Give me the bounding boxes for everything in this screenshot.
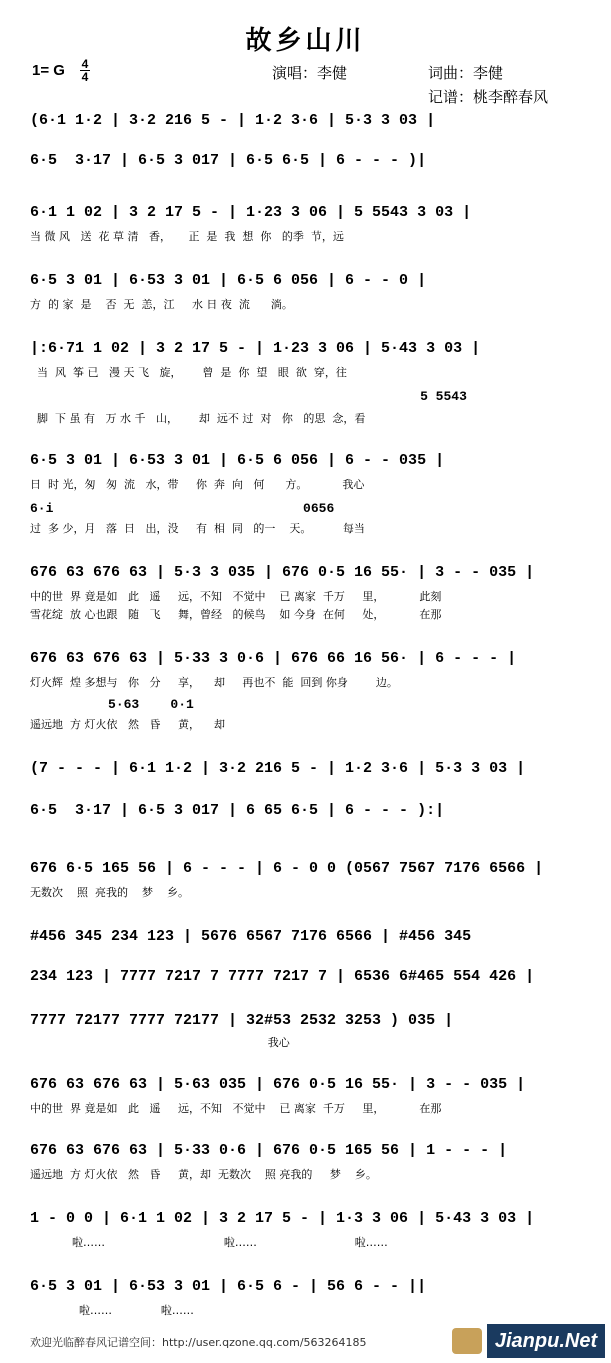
watermark-logo-icon (452, 1328, 482, 1354)
lyric-line: 当 风 筝 已 漫 天 飞 旋， 曾 是 你 望 眼 欲 穿，往 (30, 366, 347, 379)
notation-line: |:6·71 1 02 | 3 2 17 5 - | 1·23 3 06 | 5·43 3 03 | (30, 340, 481, 357)
notation-line: 6·5 3·17 | 6·5 3 017 | 6·5 6·5 | 6 - - - )| (30, 152, 427, 169)
alt-notation-line: 5·63 0·1 (30, 697, 194, 712)
lyric-line: 中的世 界 竟是如 此 遥 远，不知 不觉中 已 离家 千万 里， 此刻 (30, 590, 442, 603)
notation-line: 676 63 676 63 | 5·33 3 0·6 | 676 66 16 56· | 6 - - - | (30, 650, 517, 667)
notation-line: (7 - - - | 6·1 1·2 | 3·2 216 5 - | 1·2 3·6 | 5·3 3 03 | (30, 760, 526, 777)
notation-line: (6·1 1·2 | 3·2 216 5 - | 1·2 3·6 | 5·3 3 03 | (30, 112, 436, 129)
lyric-line: 方 的 家 是 否 无 恙，江 水 日 夜 流 淌。 (30, 298, 293, 311)
footer-link-text[interactable]: 欢迎光临醉春风记谱空间：http://user.qzone.qq.com/563264185 (30, 1336, 367, 1349)
notation-line: 6·5 3 01 | 6·53 3 01 | 6·5 6 056 | 6 - - 035 | (30, 452, 445, 469)
notation-line: 1 - 0 0 | 6·1 1 02 | 3 2 17 5 - | 1·3 3 06 | 5·43 3 03 | (30, 1210, 535, 1227)
notation-line: 676 63 676 63 | 5·33 0·6 | 676 0·5 165 56 | 1 - - - | (30, 1142, 508, 1159)
notation-line: 6·1 1 02 | 3 2 17 5 - | 1·23 3 06 | 5 5543 3 03 | (30, 204, 472, 221)
lyric-line: 遥远地 方 灯火依 然 昏 黄，却 无数次 照 亮我的 梦 乡。 (30, 1168, 377, 1181)
notation-line: 234 123 | 7777 7217 7 7777 7217 7 | 6536 6#465 554 426 | (30, 968, 535, 985)
composer-credit: 词曲：李健 (428, 64, 504, 82)
lyric-line: 无数次 照 亮我的 梦 乡。 (30, 886, 189, 899)
lyric-line: 过 多 少，月 落 日 出，没 有 相 同 的一 天。 每当 (30, 522, 365, 535)
lyric-line: 啦…… 啦…… 啦…… (30, 1236, 388, 1249)
notation-line: 6·5 3·17 | 6·5 3 017 | 6 65 6·5 | 6 - - - ):| (30, 802, 445, 819)
lyric-line: 啦…… 啦…… (30, 1304, 194, 1317)
notation-line: 7777 72177 7777 72177 | 32#53 2532 3253 ) 035 | (30, 1012, 454, 1029)
lyric-line: 遥远地 方 灯火依 然 昏 黄， 却 (30, 718, 225, 731)
notation-line: 676 63 676 63 | 5·63 035 | 676 0·5 16 55· | 3 - - 035 | (30, 1076, 526, 1093)
watermark-logo: Jianpu.Net (487, 1324, 605, 1358)
alt-notation-line: 6·i 0656 (30, 501, 335, 516)
time-signature (80, 58, 90, 83)
alt-notation-line: 5 5543 (30, 389, 467, 404)
lyric-line: 日 时 光，匆 匆 流 水，带 你 奔 向 何 方。 我心 (30, 478, 365, 491)
singer-credit: 演唱：李健 (272, 64, 348, 82)
notation-line: 6·5 3 01 | 6·53 3 01 | 6·5 6 - | 56 6 - - || (30, 1278, 427, 1295)
notation-line: #456 345 234 123 | 5676 6567 7176 6566 | #456 345 (30, 928, 472, 945)
key-signature: 1= G (32, 62, 65, 79)
lyric-line: 灯火辉 煌 多想与 你 分 享， 却 再也不 能 回到 你身 边。 (30, 676, 398, 689)
song-title: 故乡山川 (245, 26, 366, 56)
notation-line: 6·5 3 01 | 6·53 3 01 | 6·5 6 056 | 6 - - 0 | (30, 272, 427, 289)
lyric-line: 雪花绽 放 心也跟 随 飞 舞，曾经 的候鸟 如 今身 在何 处， 在那 (30, 608, 442, 621)
notation-line: 676 63 676 63 | 5·3 3 035 | 676 0·5 16 55· | 3 - - 035 | (30, 564, 535, 581)
lyric-line: 中的世 界 竟是如 此 遥 远，不知 不觉中 已 离家 千万 里， 在那 (30, 1102, 442, 1115)
time-signature-top: 4 (81, 57, 89, 71)
lyric-line: 我心 (30, 1036, 290, 1049)
transcriber-credit: 记谱：桃李醉春风 (428, 88, 549, 106)
lyric-line: 当 微 风 送 花 草 清 香， 正 是 我 想 你 的季 节，远 (30, 230, 344, 243)
notation-line: 676 6·5 165 56 | 6 - - - | 6 - 0 0 (0567 7567 7176 6566 | (30, 860, 544, 877)
time-signature-bottom: 4 (81, 70, 89, 84)
lyric-line: 脚 下 虽 有 万 水 千 山， 却 远不 过 对 你 的思 念，看 (30, 412, 366, 425)
